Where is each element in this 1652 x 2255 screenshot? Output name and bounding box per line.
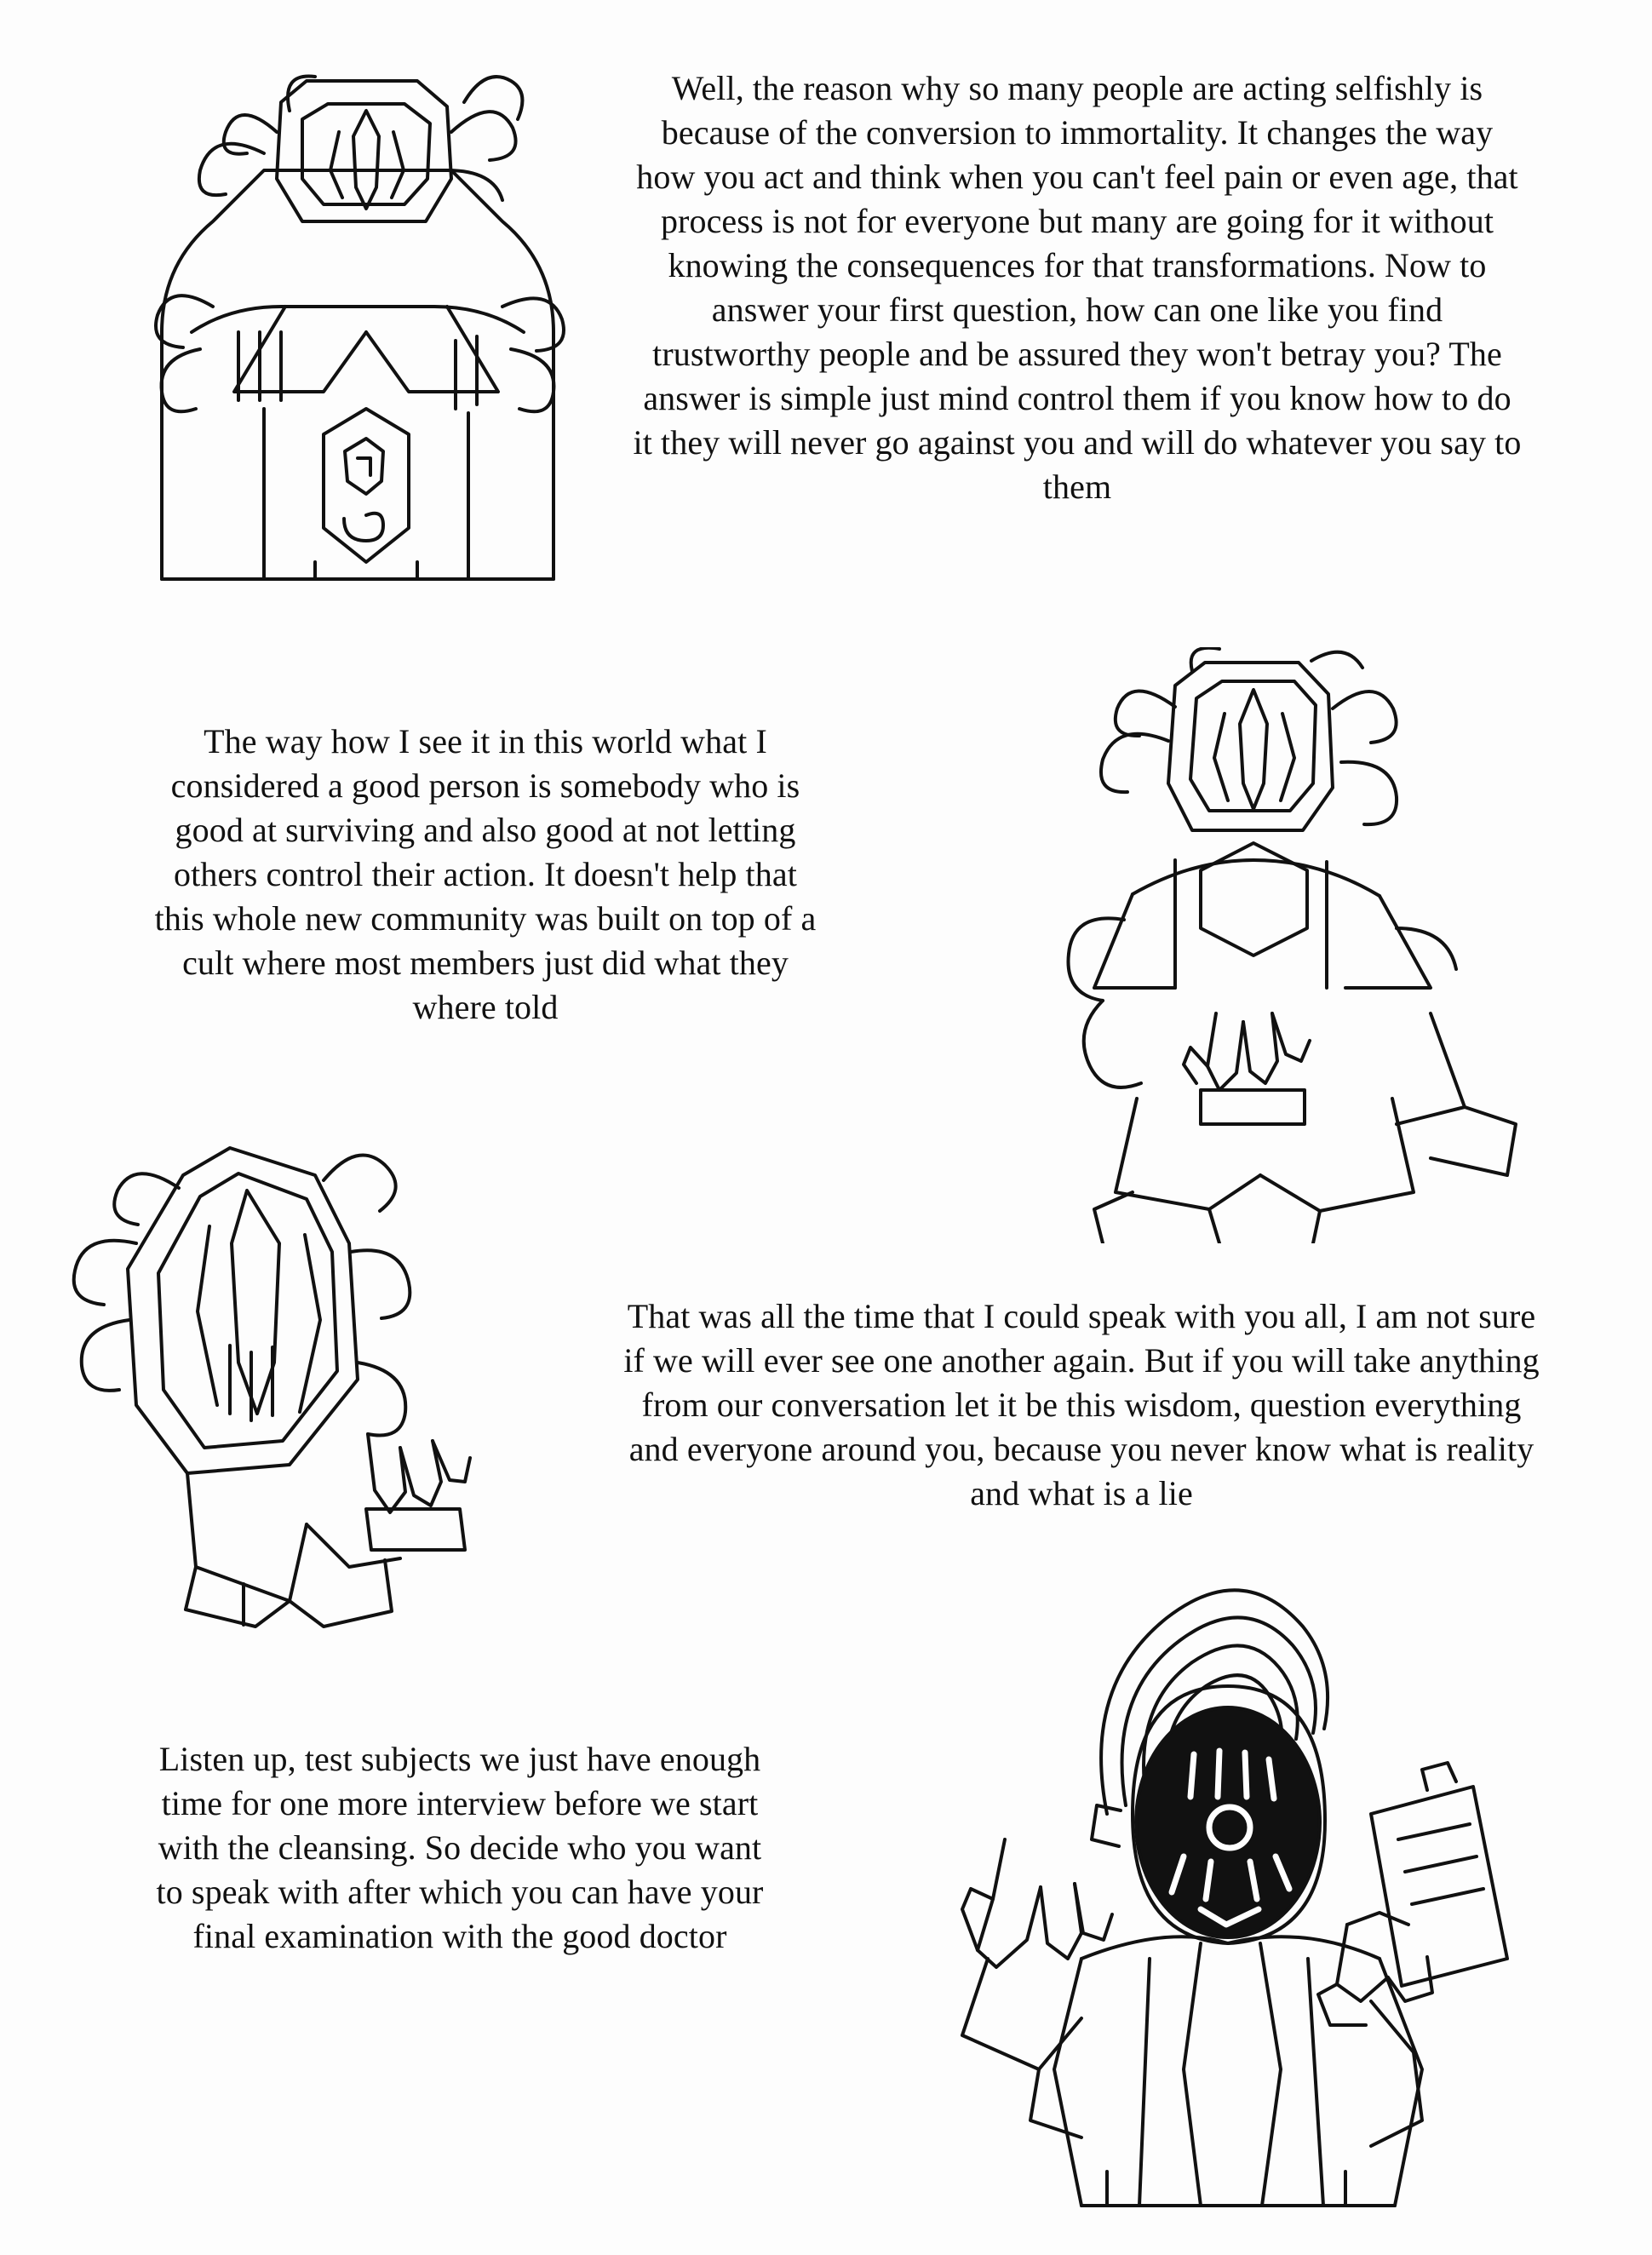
panel-4-caption: Listen up, test subjects we just have enough time for one more interview before we start with the cleansing. So decide who you want to speak with after which you can have your final examination with the good doctor [156,1740,764,1955]
doctor-with-clipboard-illustration [826,1558,1524,2223]
panel-1-caption: Well, the reason why so many people are acting selfishly is because of the conversion to immortality. It changes the way how you act and think when you can't feel pain or even age, that process is not for everyone but many are going for it without knowing the consequences for that transformations. Now to answer your first question, how can one like you find trustworthy people and be assured they won't betray you? The answer is simple just mind control them if you know how to do it they will never go against you and will do whatever you say to them [633,69,1522,506]
tentacled-masked-figure-gesturing-illustration [920,647,1567,1243]
tentacled-masked-figure-frontal-illustration [111,51,605,630]
tentacled-masked-figure-tilted-illustration [34,1124,630,1635]
panel-2-caption: The way how I see it in this world what I considered a good person is somebody who is good at surviving and also good at not letting others control their action. It doesn't help that this whole new community was built on top of a cult where most members just did what they where told [154,722,817,1026]
panel-3-caption: That was all the time that I could speak with you all, I am not sure if we will ever see one another again. But if you will take anything from our conversation let it be this wisdom, question everything and everyone around you, because you never know what is reality and what is a lie [623,1297,1540,1512]
